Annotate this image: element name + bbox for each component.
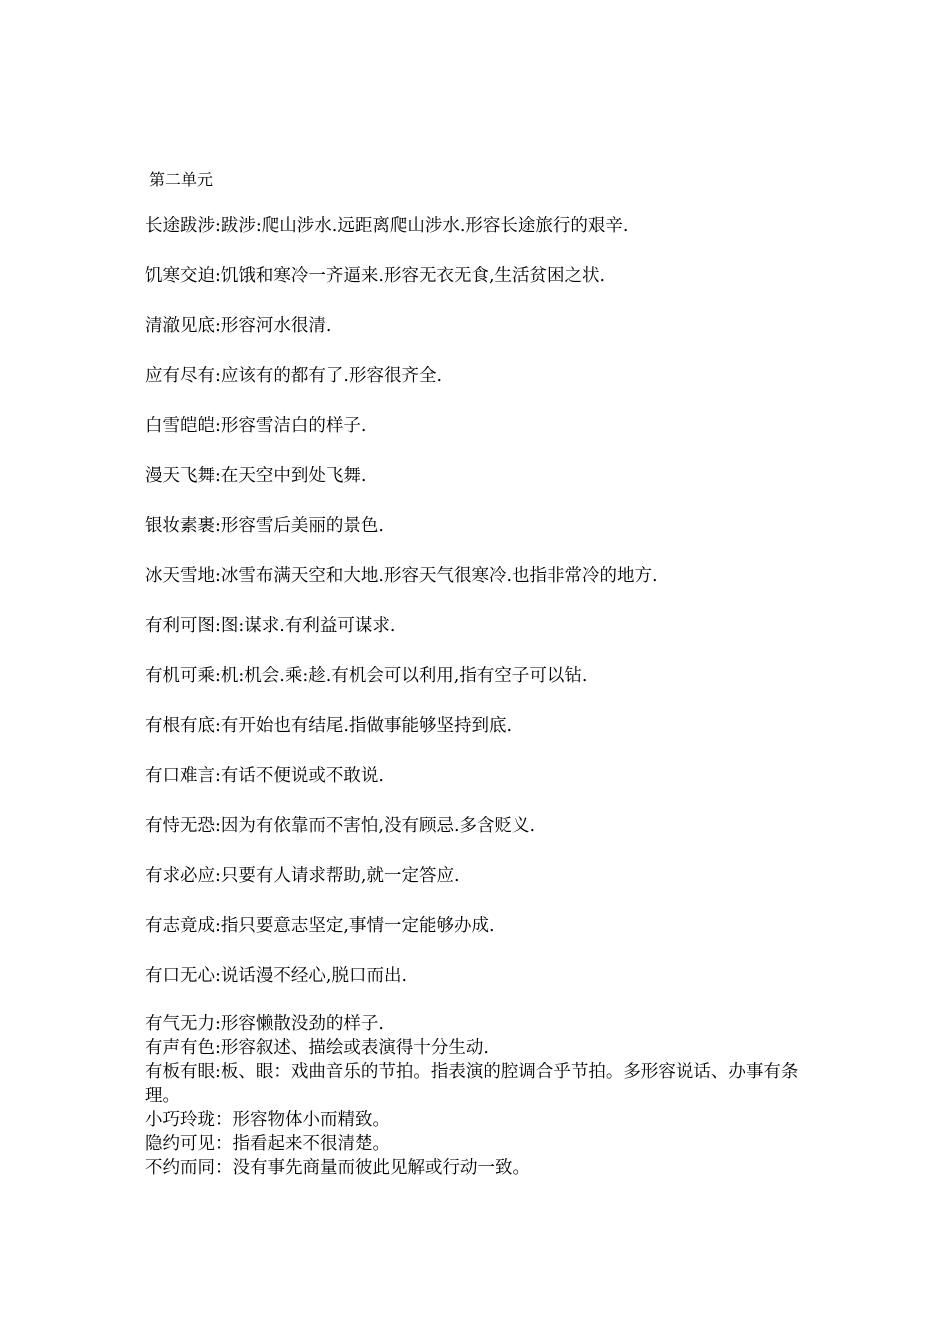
idiom-list-tight: [145, 1012, 815, 1180]
idiom-entry: 冰天雪地:冰雪布满天空和大地.形容天气很寒冷.也指非常冷的地方.: [145, 566, 658, 586]
unit-heading: 第二单元: [149, 170, 214, 189]
idiom-entry: 隐约可见：指看起来不很清楚。: [145, 1134, 390, 1154]
idiom-entry: 小巧玲珑：形容物体小而精致。: [145, 1110, 390, 1130]
idiom-entry: 有口无心:说话漫不经心,脱口而出.: [145, 966, 408, 986]
idiom-entry: 长途跋涉:跋涉:爬山涉水.远距离爬山涉水.形容长途旅行的艰辛.: [145, 216, 629, 236]
idiom-entry: 有气无力:形容懒散没劲的样子.: [145, 1014, 384, 1034]
idiom-entry: 有机可乘:机:机会.乘:趁.有机会可以利用,指有空子可以钻.: [145, 666, 588, 686]
idiom-entry: 有志竟成:指只要意志坚定,事情一定能够办成.: [145, 916, 495, 936]
idiom-entry: 应有尽有:应该有的都有了.形容很齐全.: [145, 366, 443, 386]
idiom-entry: 饥寒交迫:饥饿和寒冷一齐逼来.形容无衣无食,生活贫困之状.: [145, 266, 606, 286]
idiom-entry: 不约而同：没有事先商量而彼此见解或行动一致。: [145, 1158, 530, 1178]
idiom-entry: 漫天飞舞:在天空中到处飞舞.: [145, 466, 367, 486]
idiom-entry: 有板有眼:板、眼：戏曲音乐的节拍。指表演的腔调合乎节拍。多形容说话、办事有条理。: [145, 1062, 799, 1106]
idiom-entry: 有利可图:图:谋求.有利益可谋求.: [145, 616, 396, 636]
idiom-entry: 有口难言:有话不便说或不敢说.: [145, 766, 384, 786]
idiom-list-spaced: [145, 215, 825, 1015]
idiom-entry: 白雪皑皑:形容雪洁白的样子.: [145, 416, 367, 436]
idiom-entry: 银妆素裹:形容雪后美丽的景色.: [145, 516, 384, 536]
idiom-entry: 有声有色:形容叙述、描绘或表演得十分生动.: [145, 1038, 489, 1058]
idiom-entry: 有恃无恐:因为有依靠而不害怕,没有顾忌.多含贬义.: [145, 816, 536, 836]
idiom-entry: 有求必应:只要有人请求帮助,就一定答应.: [145, 866, 460, 886]
idiom-entry: 清澈见底:形容河水很清.: [145, 316, 332, 336]
idiom-entry: 有根有底:有开始也有结尾.指做事能够坚持到底.: [145, 716, 513, 736]
